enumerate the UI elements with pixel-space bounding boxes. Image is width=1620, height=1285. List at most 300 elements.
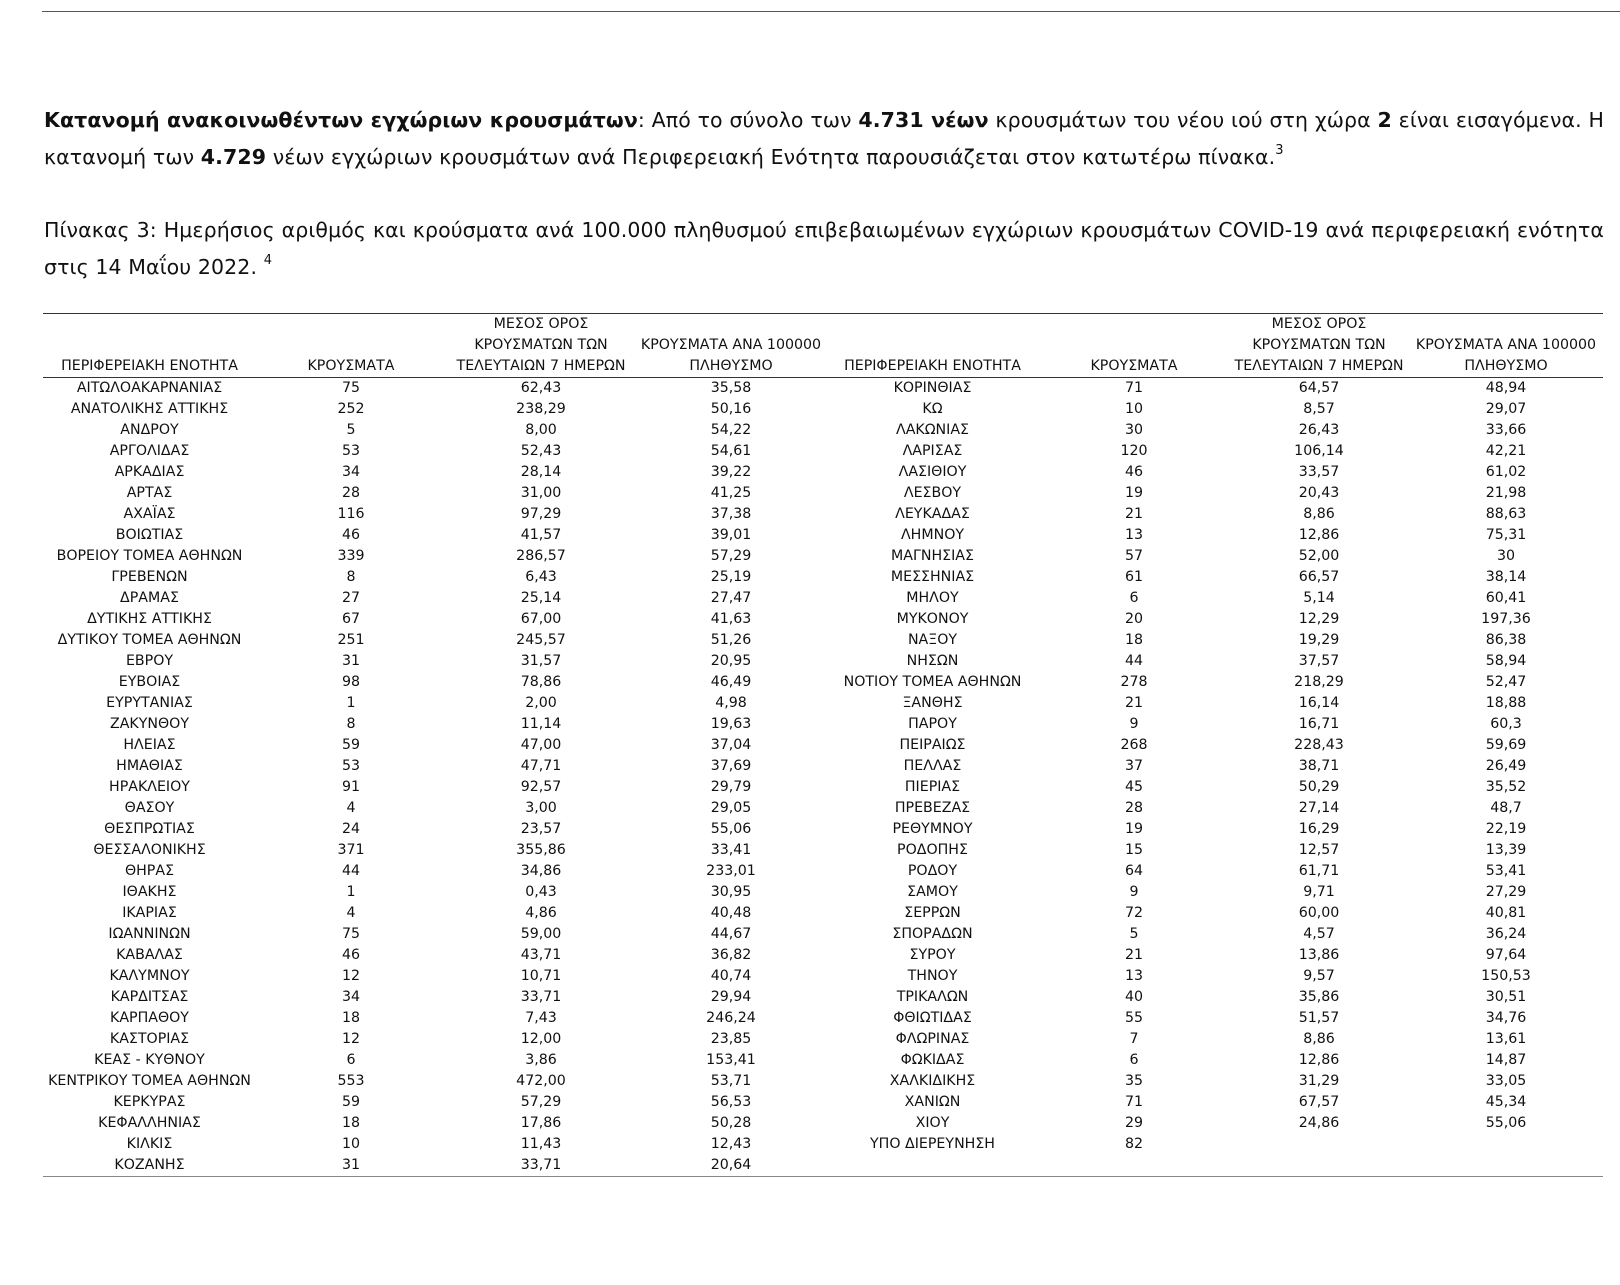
cases-cell-left: 34	[341, 989, 361, 1005]
avg7-cell-left: 59,00	[520, 926, 562, 942]
avg7-cell-left: 11,14	[520, 716, 562, 732]
cases-cell-left: 18	[341, 1115, 361, 1131]
table-row	[43, 945, 1603, 966]
per100k-cell-right: 30,51	[1485, 989, 1527, 1005]
cases-cell-left: 34	[341, 464, 361, 480]
table-row	[43, 651, 1603, 672]
cases-cell-left: 98	[341, 674, 361, 690]
per100k-cell-left: 246,24	[706, 1010, 756, 1026]
region-cell-left: ΑΙΤΩΛΟΑΚΑΡΝΑΝΙΑΣ	[76, 380, 223, 396]
table-row	[43, 777, 1603, 798]
region-cell-left: ΚΑΒΑΛΑΣ	[116, 947, 183, 963]
cases-cell-left: 553	[337, 1073, 365, 1089]
region-cell-right: ΧΙΟΥ	[915, 1115, 950, 1131]
cases-cell-left: 91	[341, 779, 361, 795]
cases-cell-left: 27	[341, 590, 361, 606]
per100k-cell-left: 39,01	[710, 527, 752, 543]
cases-cell-left: 53	[341, 443, 361, 459]
avg7-cell-left: 6,43	[525, 569, 557, 585]
cases-cell-left: 1	[346, 695, 356, 711]
avg7-cell-right: 16,71	[1298, 716, 1340, 732]
header-cases-left: ΚΡΟΥΣΜΑΤΑ	[256, 314, 446, 378]
cases-cell-right: 19	[1124, 485, 1144, 501]
cases-cell-left: 46	[341, 947, 361, 963]
avg7-cell-right: 8,86	[1303, 1031, 1335, 1047]
cases-cell-right: 71	[1124, 1094, 1144, 1110]
region-cell-right: ΛΕΣΒΟΥ	[903, 485, 962, 501]
table-row	[43, 924, 1603, 945]
cases-cell-right: 10	[1124, 401, 1144, 417]
per100k-cell-left: 39,22	[710, 464, 752, 480]
avg7-cell-left: 10,71	[520, 968, 562, 984]
cases-cell-left: 8	[346, 716, 356, 732]
per100k-cell-left: 30,95	[710, 884, 752, 900]
header-cases-right: ΚΡΟΥΣΜΑΤΑ	[1039, 314, 1229, 378]
table-row	[43, 525, 1603, 546]
region-cell-left: ΕΥΒΟΙΑΣ	[118, 674, 181, 690]
per100k-cell-left: 57,29	[710, 548, 752, 564]
region-cell-right: ΝΗΣΩΝ	[906, 653, 959, 669]
table-row	[43, 567, 1603, 588]
avg7-cell-left: 31,57	[520, 653, 562, 669]
cases-cell-right: 20	[1124, 611, 1144, 627]
cases-cell-right: 82	[1124, 1136, 1144, 1152]
per100k-cell-left: 12,43	[710, 1136, 752, 1152]
region-cell-left: ΘΕΣΣΑΛΟΝΙΚΗΣ	[93, 842, 206, 858]
region-cell-right: ΠΑΡΟΥ	[908, 716, 957, 732]
header-per100k-right: ΚΡΟΥΣΜΑΤΑ ΑΝΑ 100000 ΠΛΗΘΥΣΜΟ	[1409, 314, 1603, 378]
table-row	[43, 861, 1603, 882]
header-per100k-left: ΚΡΟΥΣΜΑΤΑ ΑΝΑ 100000 ΠΛΗΘΥΣΜΟ	[636, 314, 826, 378]
avg7-cell-right: 9,71	[1303, 884, 1335, 900]
cases-cell-right: 9	[1129, 884, 1139, 900]
region-cell-left: ΙΩΑΝΝΙΝΩΝ	[108, 926, 191, 942]
per100k-cell-left: 54,61	[710, 443, 752, 459]
cases-cell-left: 371	[337, 842, 365, 858]
per100k-cell-left: 29,94	[710, 989, 752, 1005]
table-row	[43, 462, 1603, 483]
region-cell-left: ΒΟΙΩΤΙΑΣ	[115, 527, 184, 543]
footnote-ref-4: 4	[263, 253, 273, 269]
region-cell-right: ΠΕΙΡΑΙΩΣ	[899, 737, 966, 753]
region-cell-left: ΚΕΝΤΡΙΚΟΥ ΤΟΜΕΑ ΑΘΗΝΩΝ	[48, 1073, 251, 1089]
avg7-cell-right: 19,29	[1298, 632, 1340, 648]
per100k-cell-left: 29,79	[710, 779, 752, 795]
avg7-cell-right: 8,86	[1303, 506, 1335, 522]
per100k-cell-right: 59,69	[1485, 737, 1527, 753]
region-cell-left: ΚΑΣΤΟΡΙΑΣ	[109, 1031, 190, 1047]
per100k-cell-left: 44,67	[710, 926, 752, 942]
avg7-cell-left: 33,71	[446, 1155, 636, 1177]
per100k-cell-right: 45,34	[1485, 1094, 1527, 1110]
avg7-cell-left: 57,29	[520, 1094, 562, 1110]
intro-text-1: : Από το σύνολο των	[637, 108, 859, 132]
cases-cell-left: 24	[341, 821, 361, 837]
region-cell-right: ΣΑΜΟΥ	[907, 884, 958, 900]
avg7-cell-right: 8,57	[1303, 401, 1335, 417]
region-cell-right: ΞΑΝΘΗΣ	[902, 695, 963, 711]
table-row	[43, 1155, 1603, 1177]
avg7-cell-right: 61,71	[1298, 863, 1340, 879]
table-row	[43, 966, 1603, 987]
intro-text-3: είναι εισαγόμενα. Η κατανομή των	[44, 108, 1605, 169]
footnote-ref-3: 3	[1275, 143, 1284, 159]
avg7-cell-left: 0,43	[525, 884, 557, 900]
avg7-cell-left: 92,57	[520, 779, 562, 795]
cases-cell-right: 278	[1120, 674, 1148, 690]
region-cell-right: ΜΑΓΝΗΣΙΑΣ	[891, 548, 974, 564]
table-row	[43, 588, 1603, 609]
per100k-cell-right: 26,49	[1485, 758, 1527, 774]
imported-cases: 2	[1377, 108, 1392, 132]
intro-heading: Κατανομή ανακοινωθέντων εγχώριων κρουσμάτων	[44, 108, 638, 132]
per100k-cell-right: 29,07	[1485, 401, 1527, 417]
avg7-cell-right: 9,57	[1303, 968, 1335, 984]
avg7-cell-left: 245,57	[516, 632, 566, 648]
region-cell-right: ΧΑΝΙΩΝ	[904, 1094, 961, 1110]
region-cell-left: ΔΥΤΙΚΟΥ ΤΟΜΕΑ ΑΘΗΝΩΝ	[57, 632, 242, 648]
intro-text-2: κρουσμάτων του νέου ιού στη χώρα	[988, 108, 1378, 132]
avg7-cell-right: 228,43	[1294, 737, 1344, 753]
avg7-cell-left: 34,86	[520, 863, 562, 879]
cases-cell-right: 6	[1129, 1052, 1139, 1068]
region-cell-right: ΤΡΙΚΑΛΩΝ	[896, 989, 969, 1005]
table-row	[43, 1113, 1603, 1134]
region-cell-right: ΣΥΡΟΥ	[909, 947, 956, 963]
region-cell-right: ΠΕΛΛΑΣ	[903, 758, 962, 774]
avg7-cell-left: 52,43	[520, 443, 562, 459]
avg7-cell-right: 20,43	[1298, 485, 1340, 501]
region-cell-left: ΗΜΑΘΙΑΣ	[116, 758, 183, 774]
avg7-cell-left: 23,57	[520, 821, 562, 837]
region-cell-left: ΒΟΡΕΙΟΥ ΤΟΜΕΑ ΑΘΗΝΩΝ	[56, 548, 243, 564]
region-cell-left: ΚΕΑΣ - ΚΥΘΝΟΥ	[94, 1052, 205, 1068]
per100k-cell-right: 38,14	[1485, 569, 1527, 585]
per100k-cell-right: 18,88	[1485, 695, 1527, 711]
region-cell-right: ΛΑΣΙΘΙΟΥ	[898, 464, 967, 480]
cases-cell-right: 21	[1124, 695, 1144, 711]
avg7-cell-left: 355,86	[516, 842, 566, 858]
per100k-cell-left: 40,74	[710, 968, 752, 984]
per100k-cell-left: 53,71	[710, 1073, 752, 1089]
table-row	[43, 903, 1603, 924]
region-cell-right: ΛΑΚΩΝΙΑΣ	[895, 422, 970, 438]
intro-paragraph	[44, 102, 1604, 176]
region-cell-left: ΑΡΚΑΔΙΑΣ	[114, 464, 185, 480]
per100k-cell-left: 55,06	[710, 821, 752, 837]
table-row	[43, 420, 1603, 441]
per100k-cell-left: 4,98	[715, 695, 747, 711]
per100k-cell-right: 33,05	[1485, 1073, 1527, 1089]
region-cell-left: ΖΑΚΥΝΘΟΥ	[109, 716, 189, 732]
region-cell-left: ΗΛΕΙΑΣ	[123, 737, 176, 753]
per100k-cell-left: 46,49	[710, 674, 752, 690]
cases-cell-right: 57	[1124, 548, 1144, 564]
cases-cell-left: 53	[341, 758, 361, 774]
per100k-cell-right: 75,31	[1485, 527, 1527, 543]
region-cell-left: ΘΕΣΠΡΩΤΙΑΣ	[104, 821, 195, 837]
table-row	[43, 546, 1603, 567]
avg7-cell-right: 64,57	[1298, 380, 1340, 396]
per100k-cell-left: 41,25	[710, 485, 752, 501]
per100k-cell-right: 13,61	[1485, 1031, 1527, 1047]
avg7-cell-left: 8,00	[525, 422, 557, 438]
table-row	[43, 714, 1603, 735]
avg7-cell-right: 24,86	[1298, 1115, 1340, 1131]
per100k-cell-left: 233,01	[706, 863, 756, 879]
top-divider	[42, 11, 1620, 12]
per100k-cell-right: 42,21	[1485, 443, 1527, 459]
cases-cell-right: 21	[1124, 506, 1144, 522]
avg7-cell-right: 16,14	[1298, 695, 1340, 711]
avg7-cell-right: 50,29	[1298, 779, 1340, 795]
table-row	[43, 1050, 1603, 1071]
cases-cell-left: 44	[341, 863, 361, 879]
total-new-cases: 4.731 νέων	[858, 108, 989, 132]
region-cell-left: ΑΡΤΑΣ	[126, 485, 173, 501]
per100k-cell-left: 23,85	[710, 1031, 752, 1047]
cases-cell-right: 72	[1124, 905, 1144, 921]
cases-cell-left: 4	[346, 800, 356, 816]
region-cell-right: ΛΑΡΙΣΑΣ	[902, 443, 963, 459]
avg7-cell-left: 31,00	[520, 485, 562, 501]
per100k-cell-right: 61,02	[1485, 464, 1527, 480]
per100k-cell-right	[1409, 1155, 1603, 1177]
cases-cell-right	[1039, 1155, 1229, 1177]
region-cell-left: ΘΑΣΟΥ	[124, 800, 175, 816]
avg7-cell-left: 2,00	[525, 695, 557, 711]
avg7-cell-right: 13,86	[1298, 947, 1340, 963]
avg7-cell-left: 4,86	[525, 905, 557, 921]
cases-cell-right: 13	[1124, 527, 1144, 543]
table-body	[43, 378, 1603, 1177]
cases-cell-left: 31	[256, 1155, 446, 1177]
cases-cell-right: 9	[1129, 716, 1139, 732]
table-row	[43, 798, 1603, 819]
intro-text-4: νέων εγχώριων κρουσμάτων ανά Περιφερειακή Ενότητα παρουσιάζεται στον κατωτέρω πίνακα.	[266, 145, 1276, 169]
avg7-cell-right: 51,57	[1298, 1010, 1340, 1026]
region-cell-left: ΚΟΖΑΝΗΣ	[43, 1155, 256, 1177]
cases-cell-left: 12	[341, 1031, 361, 1047]
avg7-cell-right: 16,29	[1298, 821, 1340, 837]
avg7-cell-right: 35,86	[1298, 989, 1340, 1005]
per100k-cell-left: 20,64	[636, 1155, 826, 1177]
per100k-cell-left: 20,95	[710, 653, 752, 669]
table-row	[43, 672, 1603, 693]
region-cell-left: ΚΑΛΥΜΝΟΥ	[109, 968, 190, 984]
per100k-cell-right: 58,94	[1485, 653, 1527, 669]
region-cell-right: ΦΛΩΡΙΝΑΣ	[895, 1031, 970, 1047]
cases-cell-left: 75	[341, 926, 361, 942]
per100k-cell-right: 150,53	[1481, 968, 1531, 984]
per100k-cell-right: 197,36	[1481, 611, 1531, 627]
table-row	[43, 987, 1603, 1008]
avg7-cell-left: 3,00	[525, 800, 557, 816]
per100k-cell-right: 53,41	[1485, 863, 1527, 879]
per100k-cell-left: 25,19	[710, 569, 752, 585]
table-header-row	[43, 314, 1603, 378]
region-cell-right: ΜΕΣΣΗΝΙΑΣ	[890, 569, 975, 585]
per100k-cell-left: 37,04	[710, 737, 752, 753]
region-cell-right: ΛΗΜΝΟΥ	[900, 527, 965, 543]
per100k-cell-left: 33,41	[710, 842, 752, 858]
table-row	[43, 609, 1603, 630]
cases-table	[43, 313, 1603, 1177]
avg7-cell-left: 67,00	[520, 611, 562, 627]
cases-cell-left: 18	[341, 1010, 361, 1026]
table-row	[43, 735, 1603, 756]
cases-cell-left: 75	[341, 380, 361, 396]
region-cell-right: ΛΕΥΚΑΔΑΣ	[895, 506, 970, 522]
avg7-cell-left: 97,29	[520, 506, 562, 522]
avg7-cell-right: 12,57	[1298, 842, 1340, 858]
avg7-cell-left: 47,71	[520, 758, 562, 774]
avg7-cell-left: 78,86	[520, 674, 562, 690]
per100k-cell-right: 88,63	[1485, 506, 1527, 522]
avg7-cell-right: 38,71	[1298, 758, 1340, 774]
cases-cell-left: 8	[346, 569, 356, 585]
per100k-cell-left: 40,48	[710, 905, 752, 921]
domestic-cases: 4.729	[200, 145, 267, 169]
cases-cell-left: 46	[341, 527, 361, 543]
per100k-cell-left: 37,69	[710, 758, 752, 774]
per100k-cell-right: 60,41	[1485, 590, 1527, 606]
per100k-cell-right: 60,3	[1490, 716, 1522, 732]
per100k-cell-right: 86,38	[1485, 632, 1527, 648]
cases-cell-right: 13	[1124, 968, 1144, 984]
region-cell-left: ΚΑΡΔΙΤΣΑΣ	[110, 989, 189, 1005]
cases-cell-left: 59	[341, 737, 361, 753]
avg7-cell-left: 28,14	[520, 464, 562, 480]
cases-cell-left: 1	[346, 884, 356, 900]
table-row	[43, 819, 1603, 840]
region-cell-left: ΕΒΡΟΥ	[125, 653, 174, 669]
avg7-cell-right: 52,00	[1298, 548, 1340, 564]
per100k-cell-left: 56,53	[710, 1094, 752, 1110]
region-cell-left: ΚΑΡΠΑΘΟΥ	[110, 1010, 189, 1026]
avg7-cell-left: 286,57	[516, 548, 566, 564]
per100k-cell-right: 48,7	[1490, 800, 1522, 816]
per100k-cell-right	[1409, 1134, 1603, 1155]
per100k-cell-left: 19,63	[710, 716, 752, 732]
header-region-left: ΠΕΡΙΦΕΡΕΙΑΚΗ ΕΝΟΤΗΤΑ	[43, 314, 256, 378]
cases-cell-right: 7	[1129, 1031, 1139, 1047]
table-row	[43, 630, 1603, 651]
region-cell-left: ΙΘΑΚΗΣ	[122, 884, 177, 900]
cases-cell-left: 4	[346, 905, 356, 921]
per100k-cell-right: 13,39	[1485, 842, 1527, 858]
avg7-cell-right: 4,57	[1303, 926, 1335, 942]
avg7-cell-right: 31,29	[1298, 1073, 1340, 1089]
region-cell-right: ΣΠΟΡΑΔΩΝ	[892, 926, 973, 942]
table-row	[43, 1071, 1603, 1092]
avg7-cell-left: 25,14	[520, 590, 562, 606]
region-cell-right: ΜΗΛΟΥ	[906, 590, 959, 606]
region-cell-right: ΡΟΔΟΥ	[907, 863, 958, 879]
per100k-cell-left: 35,58	[710, 380, 752, 396]
avg7-cell-left: 12,00	[520, 1031, 562, 1047]
per100k-cell-right: 27,29	[1485, 884, 1527, 900]
avg7-cell-right: 60,00	[1298, 905, 1340, 921]
cases-cell-right: 37	[1124, 758, 1144, 774]
cases-cell-left: 12	[341, 968, 361, 984]
cases-cell-right: 21	[1124, 947, 1144, 963]
per100k-cell-left: 50,28	[710, 1115, 752, 1131]
table-row	[43, 441, 1603, 462]
cases-cell-right: 19	[1124, 821, 1144, 837]
per100k-cell-right: 34,76	[1485, 1010, 1527, 1026]
region-cell-left: ΚΕΡΚΥΡΑΣ	[113, 1094, 186, 1110]
table-caption	[44, 212, 1604, 286]
avg7-cell-left: 47,00	[520, 737, 562, 753]
region-cell-right: ΝΟΤΙΟΥ ΤΟΜΕΑ ΑΘΗΝΩΝ	[843, 674, 1022, 690]
per100k-cell-right: 48,94	[1485, 380, 1527, 396]
per100k-cell-right: 35,52	[1485, 779, 1527, 795]
region-cell-right: ΝΑΞΟΥ	[907, 632, 958, 648]
cases-cell-right: 44	[1124, 653, 1144, 669]
region-cell-left: ΑΝΑΤΟΛΙΚΗΣ ΑΤΤΙΚΗΣ	[70, 401, 229, 417]
per100k-cell-right: 22,19	[1485, 821, 1527, 837]
region-cell-right: ΡΕΘΥΜΝΟΥ	[892, 821, 973, 837]
per100k-cell-left: 54,22	[710, 422, 752, 438]
region-cell-right: ΥΠΟ ΔΙΕΡΕΥΝΗΣΗ	[870, 1136, 995, 1152]
region-cell-left: ΙΚΑΡΙΑΣ	[122, 905, 177, 921]
per100k-cell-right: 40,81	[1485, 905, 1527, 921]
avg7-cell-right: 106,14	[1294, 443, 1344, 459]
avg7-cell-left: 17,86	[520, 1115, 562, 1131]
cases-table-container	[43, 313, 1603, 1177]
per100k-cell-left: 50,16	[710, 401, 752, 417]
avg7-cell-left: 11,43	[520, 1136, 562, 1152]
avg7-cell-right	[1229, 1134, 1409, 1155]
avg7-cell-right: 27,14	[1298, 800, 1340, 816]
cases-cell-right: 64	[1124, 863, 1144, 879]
avg7-cell-right	[1229, 1155, 1409, 1177]
per100k-cell-right: 52,47	[1485, 674, 1527, 690]
cases-cell-right: 61	[1124, 569, 1144, 585]
per100k-cell-left: 29,05	[710, 800, 752, 816]
per100k-cell-left: 51,26	[710, 632, 752, 648]
per100k-cell-right: 21,98	[1485, 485, 1527, 501]
region-cell-left: ΘΗΡΑΣ	[124, 863, 175, 879]
cases-cell-left: 59	[341, 1094, 361, 1110]
region-cell-right: ΦΩΚΙΔΑΣ	[900, 1052, 965, 1068]
region-cell-right: ΜΥΚΟΝΟΥ	[896, 611, 969, 627]
region-cell-right: ΣΕΡΡΩΝ	[904, 905, 961, 921]
region-cell-right: ΤΗΝΟΥ	[907, 968, 958, 984]
table-row	[43, 882, 1603, 903]
region-cell-left: ΗΡΑΚΛΕΙΟΥ	[109, 779, 190, 795]
avg7-cell-left: 43,71	[520, 947, 562, 963]
cases-cell-right: 28	[1124, 800, 1144, 816]
cases-cell-left: 339	[337, 548, 365, 564]
cases-cell-right: 35	[1124, 1073, 1144, 1089]
avg7-cell-right: 67,57	[1298, 1094, 1340, 1110]
avg7-cell-right: 26,43	[1298, 422, 1340, 438]
table-row	[43, 1008, 1603, 1029]
header-avg7-left: ΜΕΣΟΣ ΟΡΟΣ ΚΡΟΥΣΜΑΤΩΝ ΤΩΝ ΤΕΛΕΥΤΑΙΩΝ 7 ΗΜΕΡΩΝ	[446, 314, 636, 378]
table-row	[43, 1134, 1603, 1155]
cases-cell-left: 67	[341, 611, 361, 627]
table-row	[43, 1029, 1603, 1050]
avg7-cell-right: 12,86	[1298, 1052, 1340, 1068]
table-row	[43, 378, 1603, 400]
per100k-cell-left: 36,82	[710, 947, 752, 963]
cases-cell-right: 15	[1124, 842, 1144, 858]
region-cell-right: ΦΘΙΩΤΙΔΑΣ	[893, 1010, 972, 1026]
region-cell-left: ΑΧΑΪΑΣ	[123, 506, 176, 522]
avg7-cell-right: 12,29	[1298, 611, 1340, 627]
